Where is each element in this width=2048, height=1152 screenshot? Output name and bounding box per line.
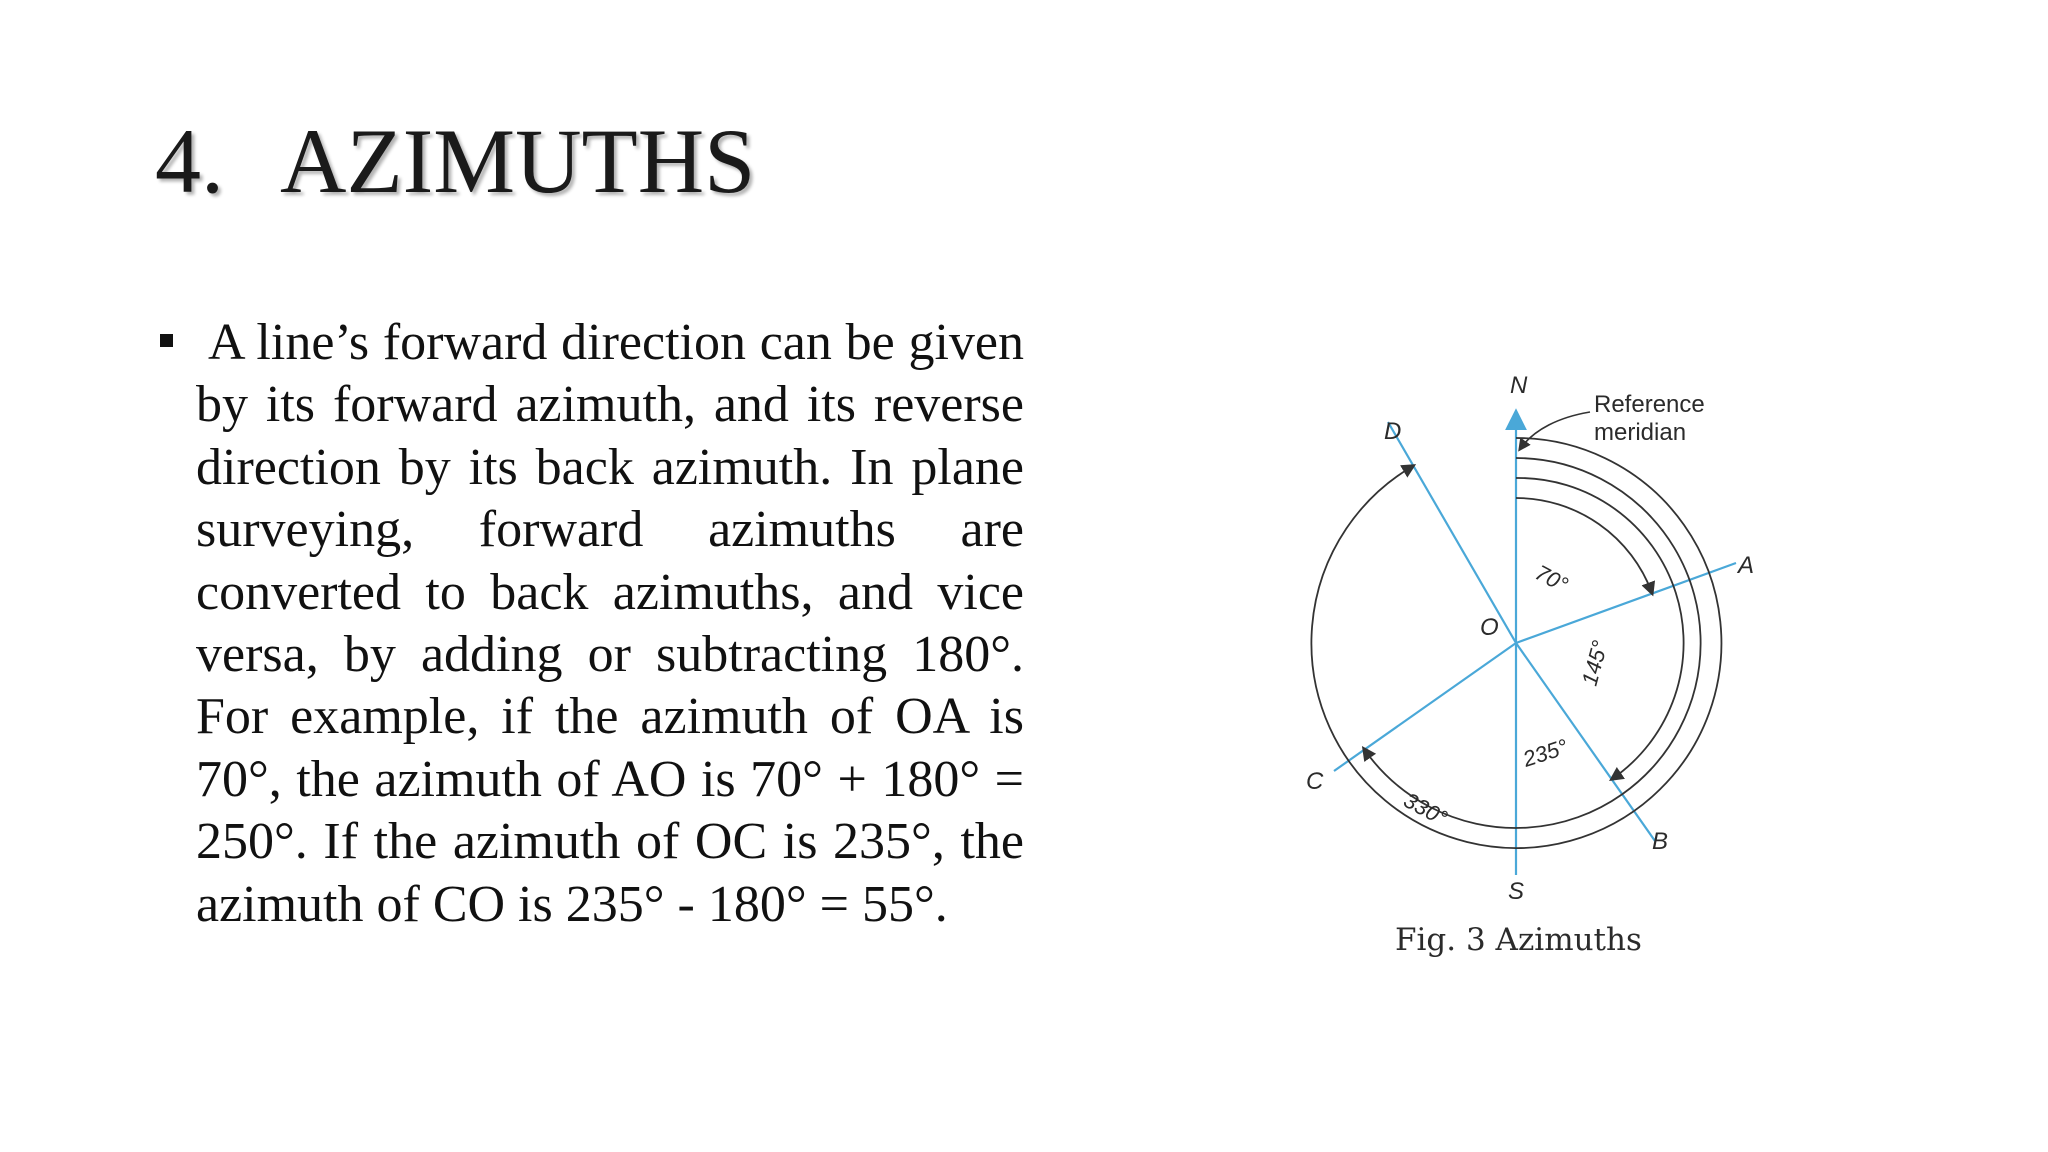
bullet-item [160,312,1024,936]
azimuth-figure [1290,365,1770,965]
angle-235: 235° [1519,733,1571,772]
angle-145: 145° [1576,637,1613,689]
label-n: N [1510,372,1528,399]
arc-145 [1516,478,1684,779]
angle-330: 330° [1399,787,1452,831]
title-number: 4. [155,110,224,212]
angle-70: 70° [1531,559,1573,598]
label-o: O [1480,614,1499,641]
reference-pointer [1520,412,1590,449]
bullet-square-icon [160,334,173,347]
figure-caption: Fig. 3 Azimuths [1395,922,1642,958]
label-s: S [1508,878,1525,905]
arc-235 [1364,458,1701,828]
bullet-text: A line’s forward direction can be given by its forward azimuth, and its reverse direction by its back azimuth. In plane surveying, forward azimuths are converted to back azimuths, and vice versa, by adding or subtracting 180°. For example, if the azimuth of OA is 70°, the azimuth of AO is 70° + 180° = 250°. If the azimuth of OC is 235°, the azimuth of CO is 235° - 180° = 55°. [196,314,1024,933]
title-text: AZIMUTHS [280,110,756,212]
slide-title [155,110,756,212]
label-c: C [1306,768,1324,795]
azimuth-diagram [1290,365,1770,965]
line-oc [1334,643,1516,771]
label-a: A [1738,552,1755,579]
label-b: B [1652,828,1669,855]
label-meridian: meridian [1594,419,1687,446]
label-reference: Reference [1594,391,1705,418]
line-od [1388,422,1516,643]
label-d: D [1384,418,1402,445]
